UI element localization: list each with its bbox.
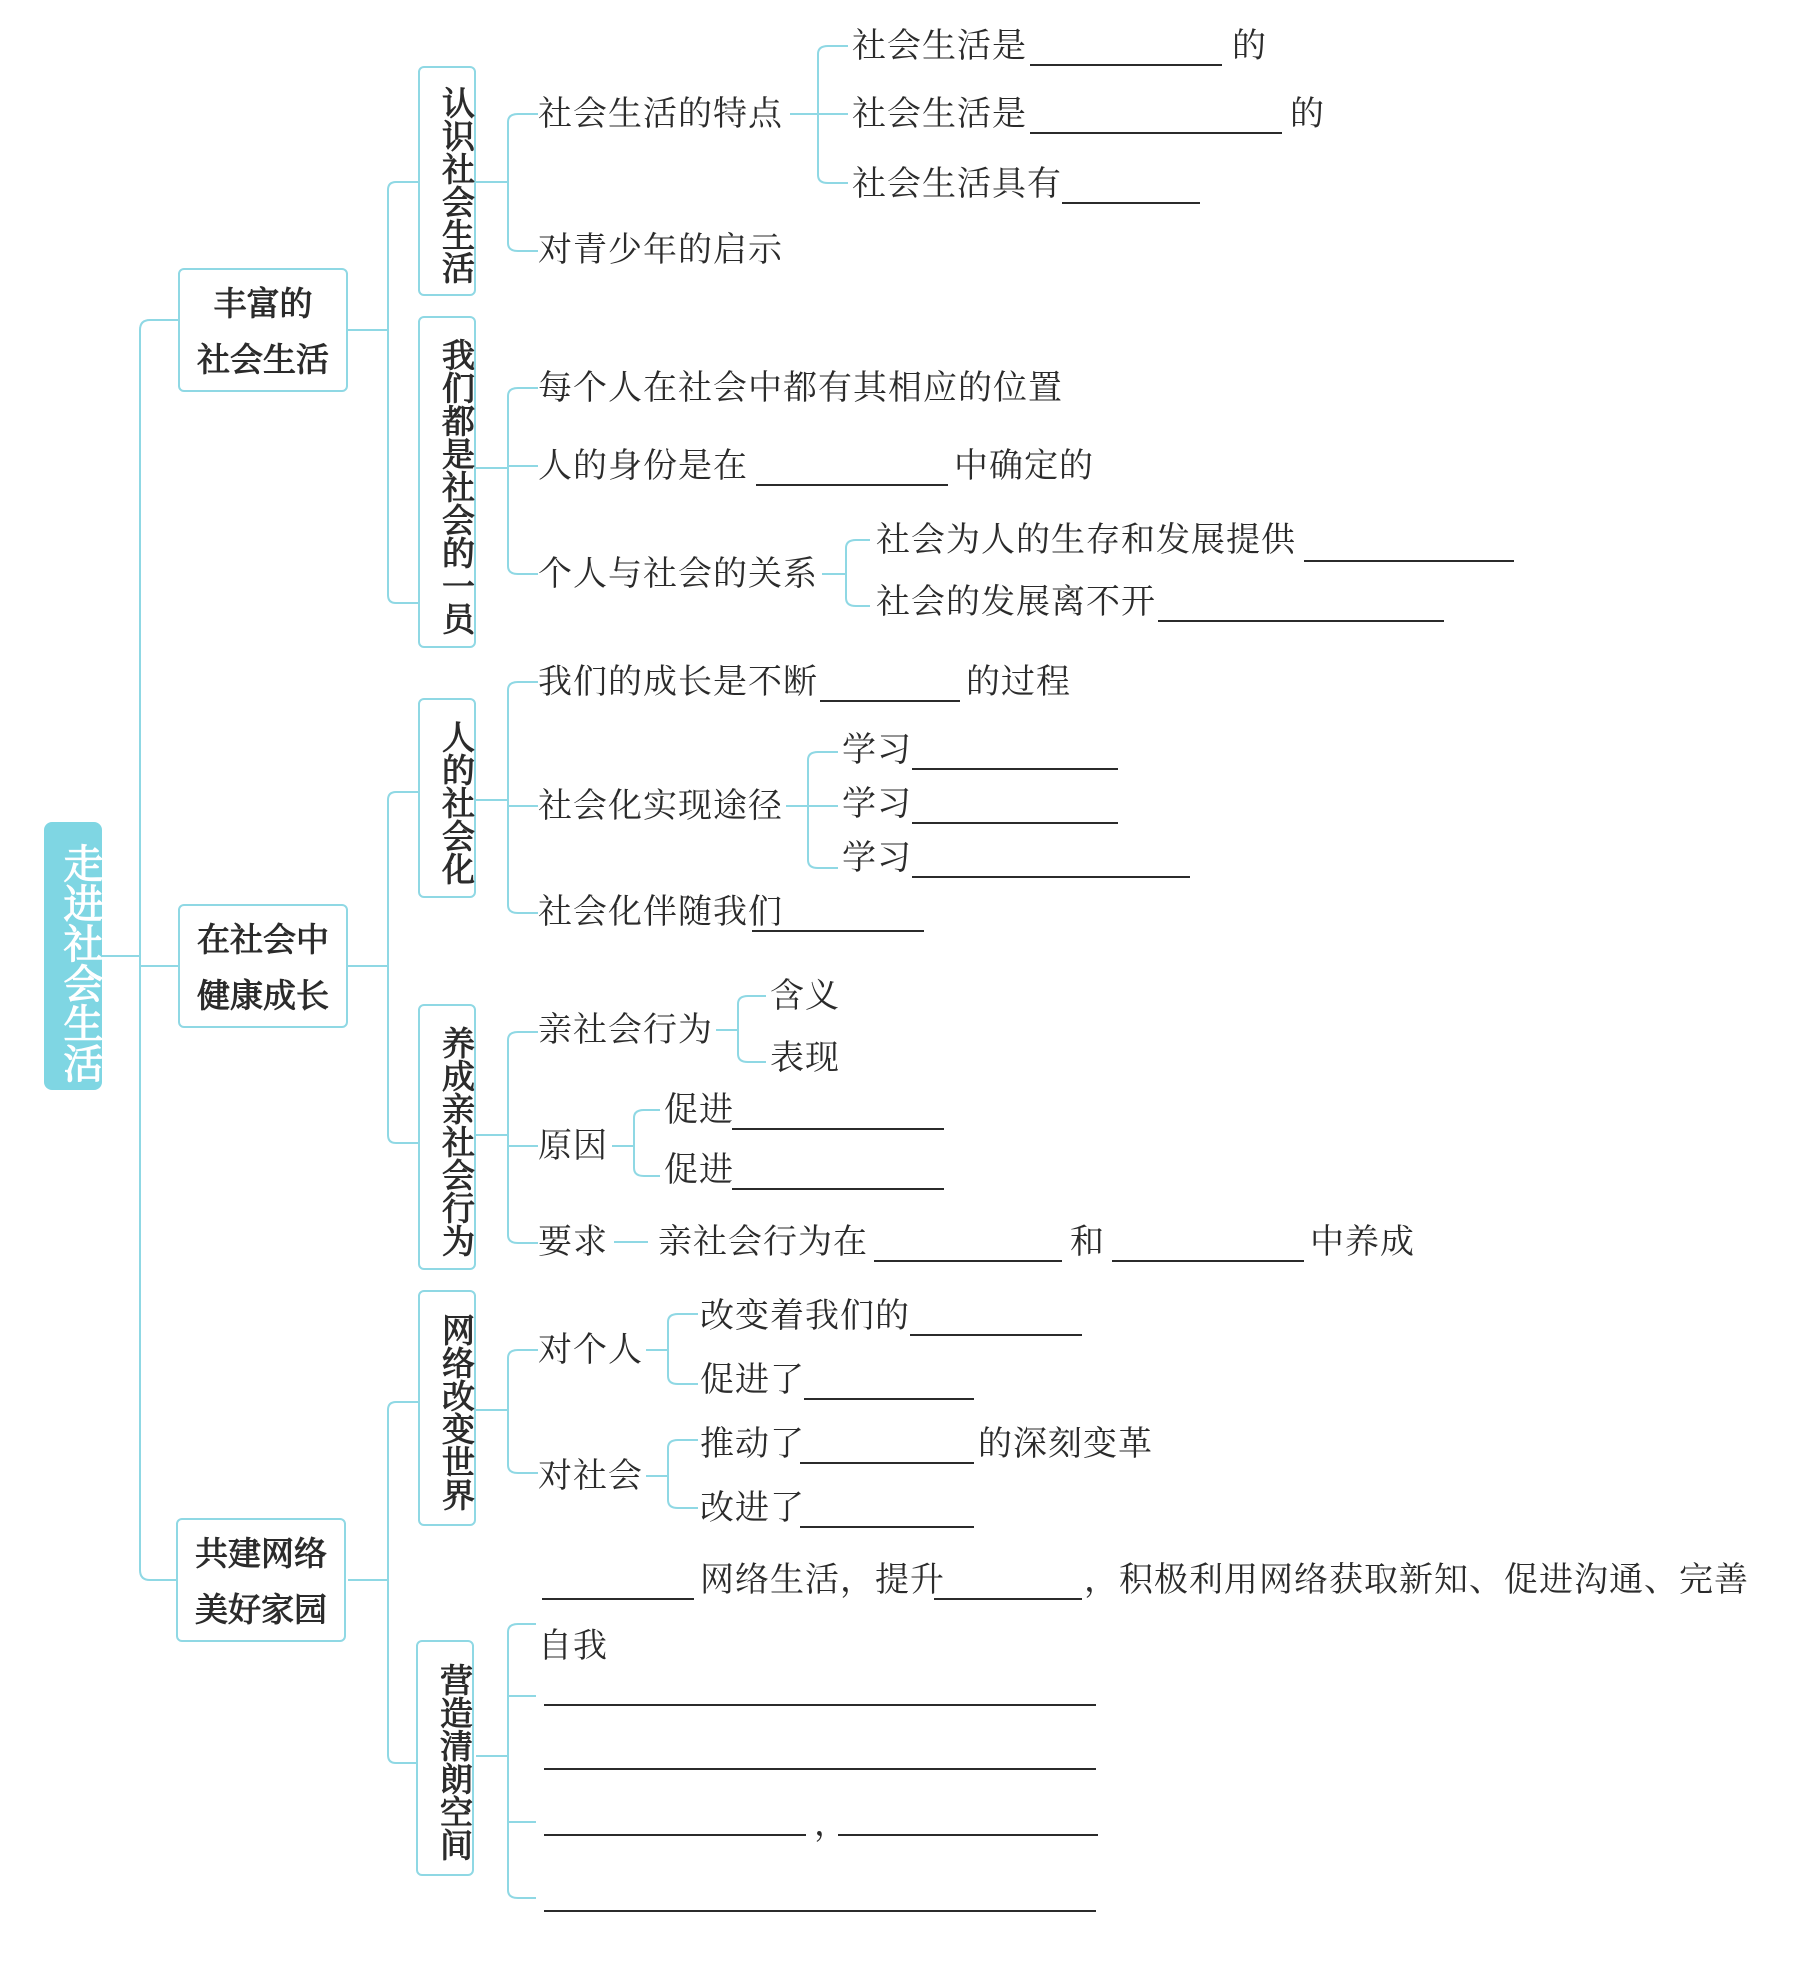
feature-1-before: 社会生活是 — [852, 26, 1027, 66]
blank-field[interactable] — [912, 822, 1118, 824]
blank-field[interactable] — [732, 1188, 944, 1190]
item-inspiration: 对青少年的启示 — [538, 230, 783, 270]
blank-field[interactable] — [934, 1598, 1082, 1600]
society-2: 改进了 — [700, 1488, 805, 1528]
branch-title-line1: 在社会中 — [197, 920, 329, 959]
branch-title-line1: 丰富的 — [213, 284, 313, 323]
item-reasons: 原因 — [538, 1126, 608, 1166]
growth-after: 的过程 — [966, 662, 1071, 702]
feature-1-after: 的 — [1232, 26, 1267, 66]
prosocial-meaning: 含义 — [770, 976, 840, 1016]
blank-field[interactable] — [800, 1462, 974, 1464]
reason-1: 促进 — [664, 1090, 734, 1130]
item-for-society: 对社会 — [538, 1456, 643, 1496]
blank-field[interactable] — [544, 1834, 806, 1836]
root-title: 走进社会生活 — [44, 822, 102, 1090]
branch-title-line2: 美好家园 — [195, 1590, 327, 1629]
blank-field[interactable] — [544, 1910, 1096, 1912]
blank-field[interactable] — [752, 930, 924, 932]
blank-field[interactable] — [838, 1834, 1098, 1836]
item-requirements: 要求 — [538, 1222, 608, 1262]
branch-title-line2: 健康成长 — [197, 976, 329, 1015]
blank-field[interactable] — [912, 768, 1118, 770]
feature-2-before: 社会生活是 — [852, 94, 1027, 134]
relation-2-before: 社会的发展离不开 — [876, 582, 1156, 622]
blank-field[interactable] — [1030, 132, 1282, 134]
individual-2: 促进了 — [700, 1360, 805, 1400]
society-1-before: 推动了 — [700, 1424, 805, 1464]
identity-after: 中确定的 — [954, 446, 1094, 486]
clean-header-mid: 网络生活，提升 — [700, 1560, 945, 1600]
identity-before: 人的身份是在 — [538, 446, 748, 486]
item-position: 每个人在社会中都有其相应的位置 — [538, 368, 1063, 408]
blank-field[interactable] — [1158, 620, 1444, 622]
feature-3-before: 社会生活具有 — [852, 164, 1062, 204]
blank-field[interactable] — [804, 1398, 974, 1400]
clean-header-after: ，积极利用网络获取新知、促进沟通、完善 — [1084, 1560, 1749, 1600]
branch-title-line1: 共建网络 — [195, 1534, 327, 1573]
item-paths: 社会化实现途径 — [538, 786, 783, 826]
blank-field[interactable] — [1030, 64, 1222, 66]
blank-field[interactable] — [910, 1334, 1082, 1336]
path-1: 学习 — [842, 730, 912, 770]
growth-before: 我们的成长是不断 — [538, 662, 818, 702]
requirement-after: 中养成 — [1310, 1222, 1415, 1262]
topic-network-changes-world: 网络改变世界 — [418, 1290, 476, 1526]
blank-field[interactable] — [874, 1260, 1062, 1262]
blank-field[interactable] — [542, 1598, 694, 1600]
blank-field[interactable] — [800, 1526, 974, 1528]
clean-item-self: 自我 — [538, 1626, 608, 1666]
blank-field[interactable] — [1112, 1260, 1304, 1262]
blank-field[interactable] — [756, 484, 948, 486]
item-features: 社会生活的特点 — [538, 94, 783, 134]
item-for-individual: 对个人 — [538, 1330, 643, 1370]
requirement-mid: 和 — [1070, 1222, 1105, 1262]
blank-field[interactable] — [544, 1768, 1096, 1770]
item-prosocial: 亲社会行为 — [538, 1010, 713, 1050]
branch-rich-social-life — [178, 268, 348, 392]
feature-2-after: 的 — [1290, 94, 1325, 134]
path-3: 学习 — [842, 838, 912, 878]
branch-title-line2: 社会生活 — [197, 340, 329, 379]
requirement-before: 亲社会行为在 — [658, 1222, 868, 1262]
topic-know-social-life: 认识社会生活 — [418, 66, 476, 296]
prosocial-manifestation: 表现 — [770, 1038, 840, 1078]
topic-clean-cyberspace: 营造清朗空间 — [416, 1640, 474, 1876]
topic-socialization: 人的社会化 — [418, 698, 476, 898]
branch-grow-in-society — [178, 904, 348, 1028]
relation-1-before: 社会为人的生存和发展提供 — [876, 520, 1296, 560]
clean-comma: ， — [814, 1804, 849, 1844]
individual-1: 改变着我们的 — [700, 1296, 910, 1336]
item-relationship: 个人与社会的关系 — [538, 554, 818, 594]
path-2: 学习 — [842, 784, 912, 824]
blank-field[interactable] — [820, 700, 960, 702]
blank-field[interactable] — [1062, 202, 1200, 204]
reason-2: 促进 — [664, 1150, 734, 1190]
branch-build-network-home — [176, 1518, 346, 1642]
lifelong-before: 社会化伴随我们 — [538, 892, 783, 932]
blank-field[interactable] — [544, 1704, 1096, 1706]
topic-member-of-society: 我们都是社会的一员 — [418, 316, 476, 648]
blank-field[interactable] — [912, 876, 1190, 878]
topic-prosocial-behavior: 养成亲社会行为 — [418, 1004, 476, 1270]
blank-field[interactable] — [1304, 560, 1514, 562]
blank-field[interactable] — [732, 1128, 944, 1130]
society-1-after: 的深刻变革 — [978, 1424, 1153, 1464]
